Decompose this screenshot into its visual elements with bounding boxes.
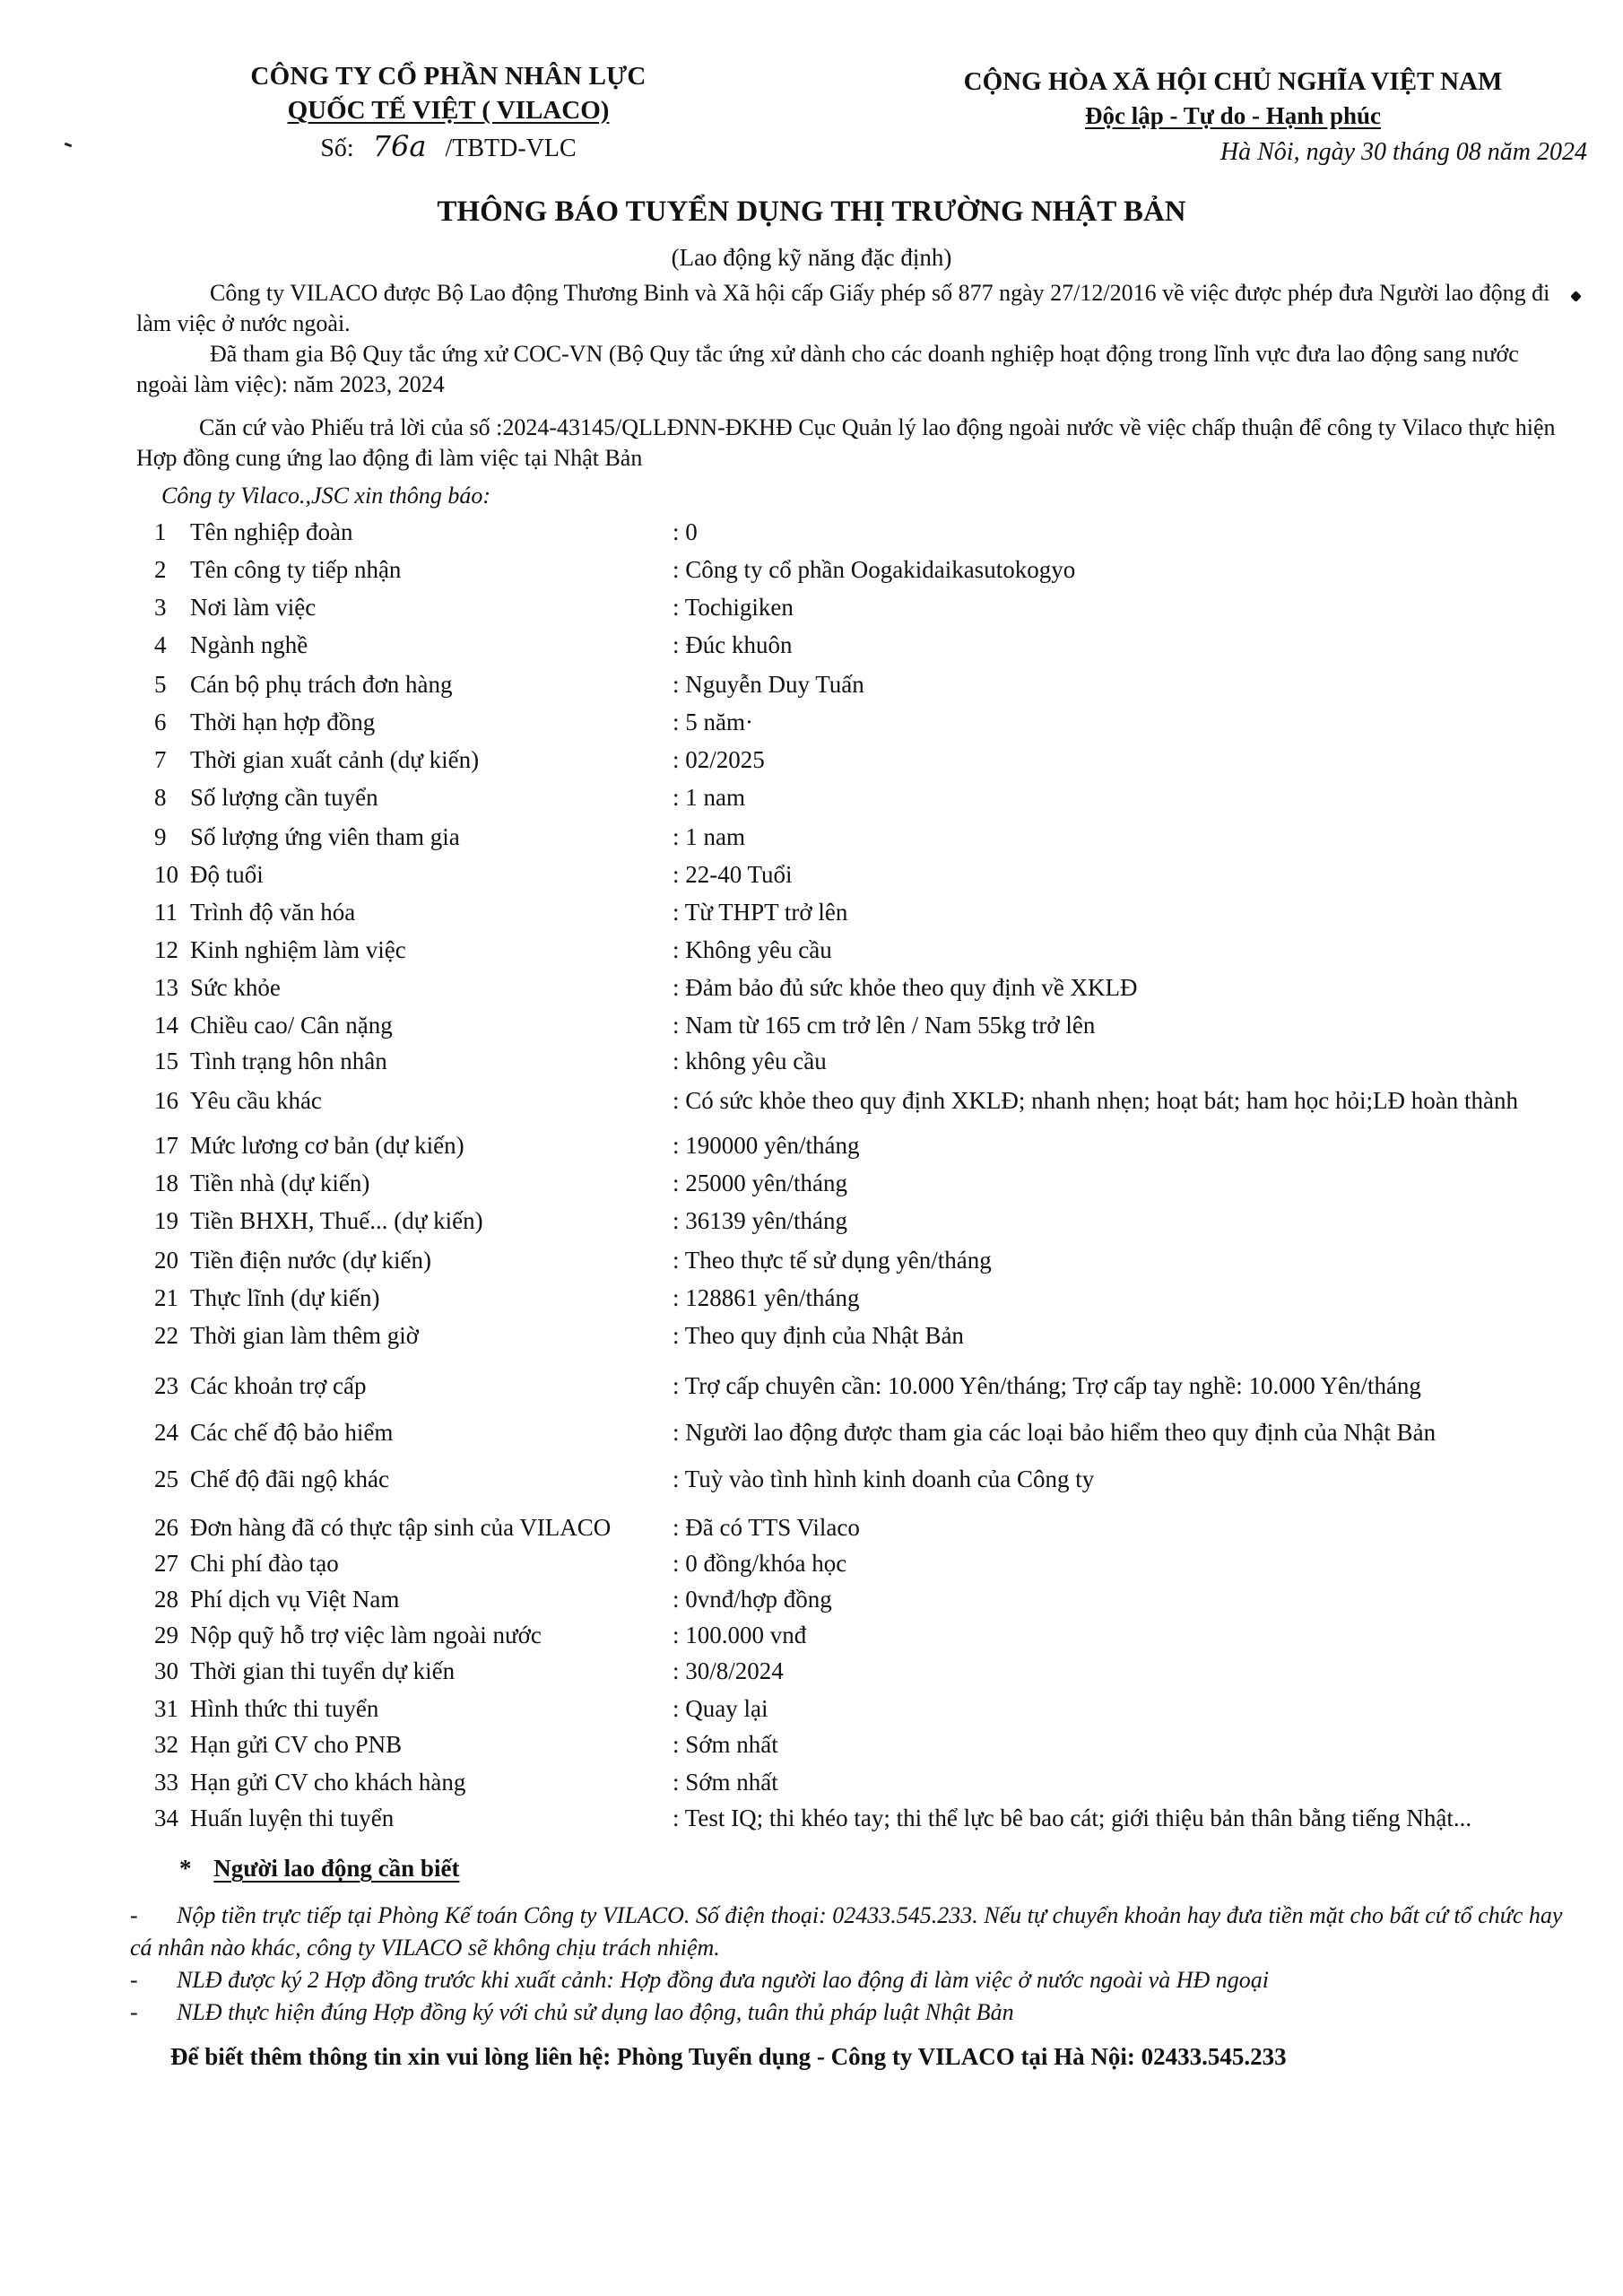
row-label: Hình thức thi tuyển [190,1695,379,1722]
row-number: 24 [154,1419,178,1446]
company-name-line2: QUỐC TẾ VIỆT ( VILACO) [287,96,610,125]
detail-row [154,1048,1589,1080]
row-label: Huấn luyện thi tuyển [190,1805,395,1831]
contact-line: Để biết thêm thông tin xin vui lòng liên hệ: Phòng Tuyển dụng - Công ty VILACO tại Hà Nội: 02433.545.233 [170,2043,1287,2070]
detail-row [154,1170,1589,1202]
detail-row [154,1622,1589,1654]
row-value: : Trợ cấp chuyên cần: 10.000 Yên/tháng; Trợ cấp tay nghề: 10.000 Yên/tháng [673,1372,1421,1399]
detail-row [154,936,1589,969]
dash-bullet: - [130,1999,138,2025]
detail-row [154,631,1589,664]
row-label: Thực lĩnh (dự kiến) [190,1284,380,1311]
detail-row [154,556,1589,588]
detail-row [154,594,1589,626]
row-label: Hạn gửi CV cho khách hàng [190,1769,466,1796]
document-subtitle: (Lao động kỹ năng đặc định) [671,244,952,271]
row-number: 11 [154,899,178,926]
detail-row [154,1132,1589,1164]
row-label: Thời gian xuất cảnh (dự kiến) [190,746,480,773]
detail-row [154,974,1589,1006]
national-header [874,65,1592,133]
note-item [130,1996,1565,2029]
row-number: 34 [154,1805,178,1831]
row-number: 9 [154,823,167,850]
row-label: Chi phí đào tạo [190,1550,339,1577]
detail-row [154,861,1589,893]
row-label: Yêu cầu khác [190,1087,322,1114]
row-value: : Sớm nhất [673,1731,778,1758]
row-number: 7 [154,746,167,773]
row-value: : không yêu cầu [673,1048,827,1074]
row-value: : 0vnđ/hợp đồng [673,1586,832,1613]
company-name-line1: CÔNG TY CỔ PHẦN NHÂN LỰC [250,62,647,91]
row-number: 33 [154,1769,178,1796]
row-value: : Công ty cổ phần Oogakidaikasutokogyo [673,556,1076,583]
row-value: : 22-40 Tuổi [673,861,793,888]
detail-row [154,1372,1589,1405]
row-value: : Từ THPT trở lên [673,899,848,926]
row-label: Tên nghiệp đoàn [190,518,353,545]
number-suffix: /TBTD-VLC [445,135,577,162]
row-label: Nơi làm việc [190,594,317,621]
row-label: Chế độ đãi ngộ khác [190,1465,389,1492]
detail-row [154,1769,1589,1801]
row-label: Tiền nhà (dự kiến) [190,1170,370,1196]
detail-row [154,1514,1589,1546]
row-value: : 0 [673,518,698,545]
detail-row [154,1322,1589,1354]
row-value: : Theo quy định của Nhật Bản [673,1322,964,1349]
row-value: : Đúc khuôn [673,631,793,658]
paragraph-text: Căn cứ vào Phiếu trả lời của số :2024-43145/QLLĐNN-ĐKHĐ Cục Quản lý lao động ngoài nước về việc chấp thuận để công ty Vilaco thực hiện Hợp đồng cung ứng lao động đi làm việc tại Nhật Bản [136,414,1556,471]
row-number: 21 [154,1284,178,1311]
note-item [130,1900,1565,1964]
row-label: Tiền BHXH, Thuế... (dự kiến) [190,1207,483,1234]
row-value: : Đảm bảo đủ sức khỏe theo quy định về XKLĐ [673,974,1138,1001]
row-number: 3 [154,594,167,621]
row-number: 6 [154,709,167,735]
row-value: : 0 đồng/khóa học [673,1550,847,1577]
row-number: 18 [154,1170,178,1196]
row-label: Phí dịch vụ Việt Nam [190,1586,400,1613]
dateline: Hà Nôi, ngày 30 tháng 08 năm 2024 [1219,138,1587,166]
row-label: Hạn gửi CV cho PNB [190,1731,403,1758]
row-label: Thời gian làm thêm giờ [190,1322,420,1349]
row-label: Độ tuổi [190,861,264,888]
row-value: : Quay lại [673,1695,768,1722]
row-label: Thời hạn hợp đồng [190,709,376,735]
row-value: : Tuỳ vào tình hình kinh doanh của Công ty [673,1465,1095,1492]
company-header [188,59,708,166]
row-label: Cán bộ phụ trách đơn hàng [190,671,453,698]
row-number: 12 [154,936,178,963]
row-label: Các chế độ bảo hiểm [190,1419,394,1446]
row-value: : Tochigiken [673,594,794,621]
row-number: 8 [154,784,167,811]
notice-heading-text: Người lao động cần biết [213,1855,460,1882]
note-text: NLĐ thực hiện đúng Hợp đồng ký với chủ sử dụng lao động, tuân thủ pháp luật Nhật Bản [177,1999,1014,2025]
detail-row [154,1085,1589,1116]
detail-row [154,709,1589,741]
row-label: Trình độ văn hóa [190,899,356,926]
row-number: 22 [154,1322,178,1349]
detail-row [154,1284,1589,1317]
row-value: : Đã có TTS Vilaco [673,1514,860,1541]
paragraph-text: Công ty VILACO được Bộ Lao động Thương Binh và Xã hội cấp Giấy phép số 877 ngày 27/12/2016 về việc được phép đưa Người lao động đi làm việc ở nước ngoài. [136,280,1550,336]
detail-row [154,1247,1589,1279]
row-value: : Test IQ; thi khéo tay; thi thể lực bê bao cát; giới thiệu bản thân bằng tiếng Nhật... [673,1805,1472,1831]
detail-row [154,1207,1589,1239]
row-label: Ngành nghề [190,631,308,658]
row-label: Các khoản trợ cấp [190,1372,367,1399]
row-value: : 1 nam [673,823,745,850]
row-value: : 25000 yên/tháng [673,1170,847,1196]
row-number: 14 [154,1012,178,1039]
detail-row [154,518,1589,551]
row-number: 20 [154,1247,178,1274]
row-number: 30 [154,1657,178,1684]
note-text: NLĐ được ký 2 Hợp đồng trước khi xuất cảnh: Hợp đồng đưa người lao động đi làm việc ở nước ngoài và HĐ ngoại [177,1967,1269,1993]
row-number: 26 [154,1514,178,1541]
detail-row [154,1586,1589,1618]
detail-row [154,1550,1589,1582]
row-number: 31 [154,1695,178,1722]
row-number: 5 [154,671,167,698]
dash-bullet: - [130,1967,138,1993]
row-number: 29 [154,1622,178,1648]
row-number: 25 [154,1465,178,1492]
detail-row [154,1731,1589,1763]
row-value: : Nam từ 165 cm trở lên / Nam 55kg trở lên [673,1012,1096,1039]
row-number: 27 [154,1550,178,1577]
row-label: Mức lương cơ bản (dự kiến) [190,1132,464,1159]
row-number: 10 [154,861,178,888]
notice-heading [179,1855,459,1883]
row-value: : Nguyễn Duy Tuấn [673,671,864,698]
intro-line: Công ty Vilaco.,JSC xin thông báo: [161,483,491,509]
detail-row [154,784,1589,816]
row-label: Tình trạng hôn nhân [190,1048,387,1074]
row-value: : 36139 yên/tháng [673,1207,847,1234]
dash-bullet: - [130,1902,138,1928]
row-value: : 100.000 vnđ [673,1622,807,1648]
approval-paragraph [136,413,1571,474]
row-number: 17 [154,1132,178,1159]
detail-row [154,1657,1589,1690]
row-value: : Người lao động được tham gia các loại bảo hiểm theo quy định của Nhật Bản [673,1419,1436,1446]
row-label: Số lượng ứng viên tham gia [190,823,460,850]
row-value: : 128861 yên/tháng [673,1284,860,1311]
row-value: : 30/8/2024 [673,1657,784,1684]
row-label: Kinh nghiệm làm việc [190,936,406,963]
row-number: 2 [154,556,167,583]
row-value: : 1 nam [673,784,745,811]
national-motto: Độc lập - Tự do - Hạnh phúc [1084,102,1382,129]
row-label: Thời gian thi tuyển dự kiến [190,1657,456,1684]
row-number: 1 [154,518,167,545]
row-label: Tên công ty tiếp nhận [190,556,402,583]
detail-row [154,1695,1589,1727]
row-number: 4 [154,631,167,658]
row-number: 15 [154,1048,178,1074]
detail-row [154,1805,1589,1837]
row-label: Sức khỏe [190,974,281,1001]
row-number: 23 [154,1372,178,1399]
detail-row [154,899,1589,931]
row-value: : 5 năm· [673,709,753,735]
row-label: Chiều cao/ Cân nặng [190,1012,393,1039]
row-number: 16 [154,1087,178,1114]
handwritten-number: 76a [372,129,427,163]
detail-row [154,1419,1589,1451]
document-title: THÔNG BÁO TUYỂN DỤNG THỊ TRƯỜNG NHẬT BẢN [437,196,1186,228]
detail-row [154,1465,1589,1498]
paragraph-text: Đã tham gia Bộ Quy tắc ứng xử COC-VN (Bộ Quy tắc ứng xử dành cho các doanh nghiệp hoạt động trong lĩnh vực đưa lao động sang nước ngoài làm việc): năm 2023, 2024 [136,341,1519,397]
row-number: 32 [154,1731,178,1758]
row-label: Số lượng cần tuyển [190,784,378,811]
detail-row [154,1012,1589,1044]
license-paragraph [136,278,1571,339]
row-number: 13 [154,974,178,1001]
note-text: Nộp tiền trực tiếp tại Phòng Kế toán Công ty VILACO. Số điện thoại: 02433.545.233. Nếu tự chuyển khoản hay đưa tiền mặt cho bất cứ tổ chức hay cá nhân nào khác, công ty VILACO sẽ không chịu trách nhiệm. [130,1902,1563,1961]
asterisk-marker: * [179,1855,192,1882]
scan-mark [1570,291,1582,302]
scan-mark [65,143,73,148]
coc-paragraph [136,339,1571,400]
row-number: 19 [154,1207,178,1234]
detail-row [154,671,1589,703]
row-value: : 190000 yên/tháng [673,1132,860,1159]
row-label: Nộp quỹ hỗ trợ việc làm ngoài nước [190,1622,542,1648]
document-number [188,129,708,166]
row-number: 28 [154,1586,178,1613]
row-value: : 02/2025 [673,746,765,773]
nation-title: CỘNG HÒA XÃ HỘI CHỦ NGHĨA VIỆT NAM [963,67,1503,96]
row-value: : Không yêu cầu [673,936,832,963]
row-value: : Theo thực tế sử dụng yên/tháng [673,1247,992,1274]
number-label: Số: [320,135,354,162]
row-value: : Sớm nhất [673,1769,778,1796]
row-label: Tiền điện nước (dự kiến) [190,1247,432,1274]
note-item [130,1964,1565,1996]
detail-row [154,823,1589,856]
row-value: : Có sức khỏe theo quy định XKLĐ; nhanh nhẹn; hoạt bát; ham học hỏi;LĐ hoàn thành [673,1087,1518,1114]
row-label: Đơn hàng đã có thực tập sinh của VILACO [190,1514,612,1541]
detail-row [154,746,1589,778]
